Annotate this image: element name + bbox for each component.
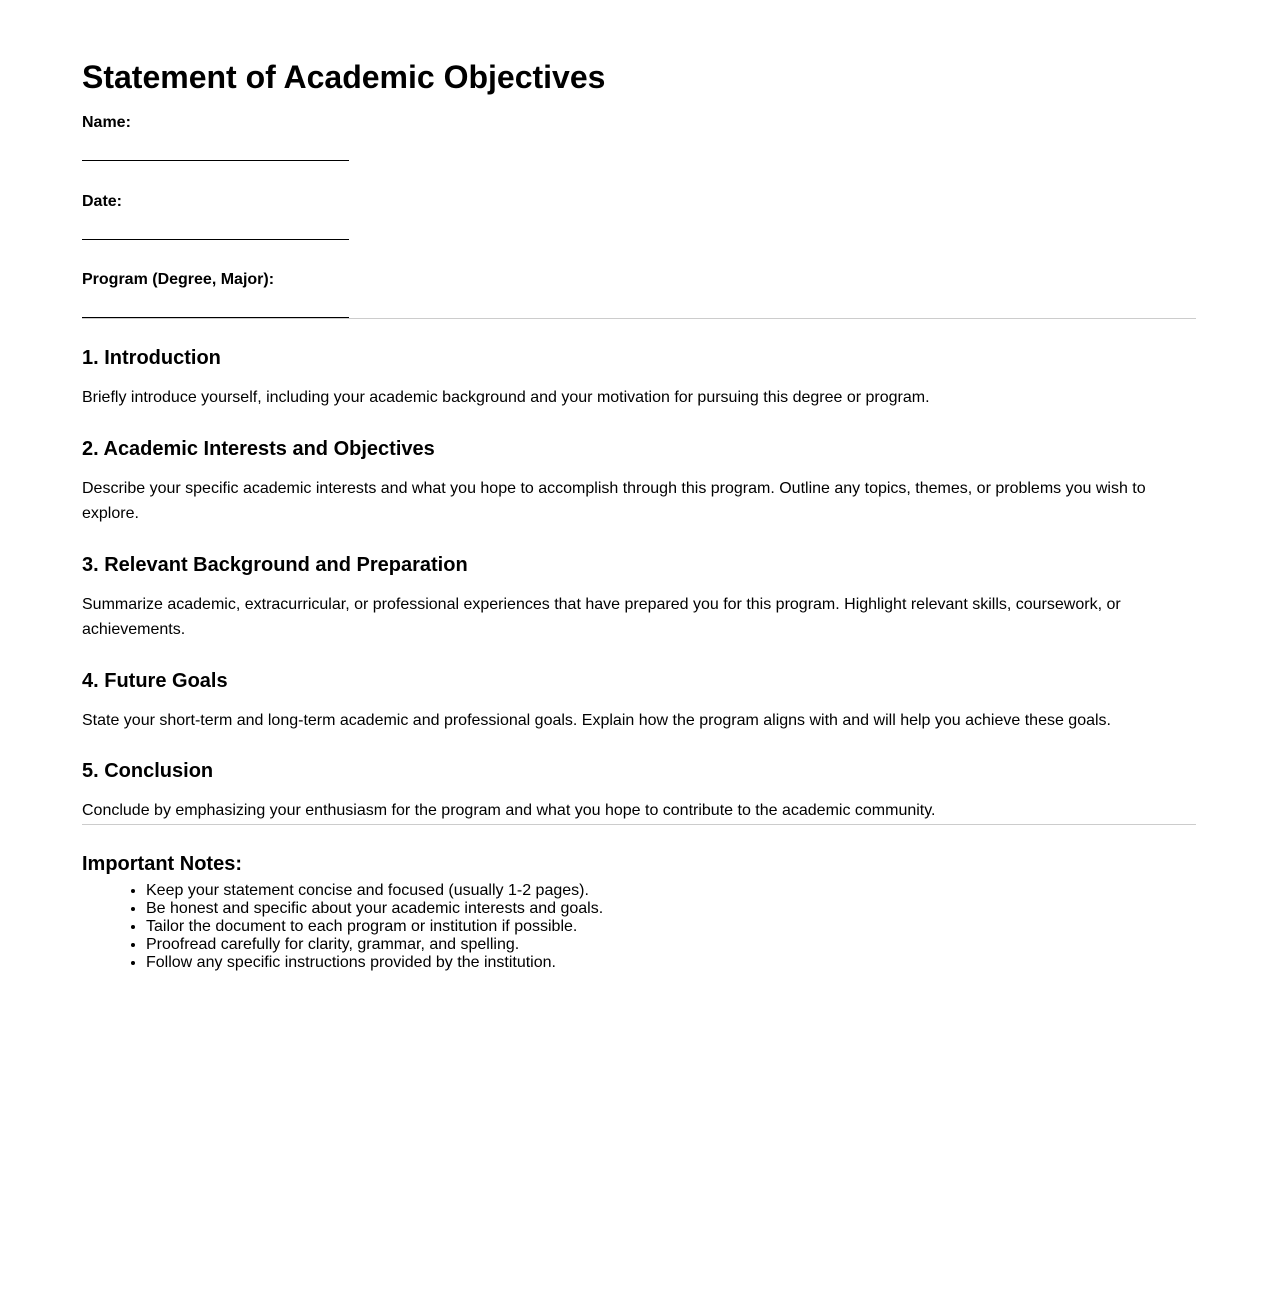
section-heading: 5. Conclusion [82, 760, 214, 782]
list-item: • Follow any specific instructions provided by the institution. [146, 954, 1196, 972]
notes-list [82, 882, 1196, 972]
section-body: Summarize academic, extracurricular, or professional experiences that have prepared you for this program. Highlight relevant skills, coursework, or achievements. [82, 595, 1121, 638]
section-body: Conclude by emphasizing your enthusiasm for the program and what you hope to contribute to the academic community. [82, 802, 936, 819]
important-notes [82, 852, 1196, 972]
section-body: Describe your specific academic interests and what you hope to accomplish through this program. Outline any topics, themes, or problems you wish to explore. [82, 479, 1146, 522]
section-introduction [82, 346, 1196, 411]
notes-heading: Important Notes: [82, 852, 242, 875]
date-field-blank-line [82, 239, 349, 240]
section-conclusion [82, 759, 1196, 824]
program-field-label: Program (Degree, Major): [82, 271, 275, 288]
section-future-goals [82, 669, 1196, 734]
date-field [82, 192, 1196, 240]
section-background [82, 553, 1196, 643]
date-field-label: Date: [82, 193, 123, 210]
list-item: • Be honest and specific about your academic interests and goals. [146, 900, 1196, 918]
section-heading: 4. Future Goals [82, 669, 228, 692]
list-item: • Proofread carefully for clarity, grammar, and spelling. [146, 936, 1196, 954]
section-heading: 2. Academic Interests and Objectives [82, 437, 435, 460]
list-item: • Tailor the document to each program or institution if possible. [146, 918, 1196, 936]
section-academic-interests [82, 437, 1196, 527]
section-heading: 1. Introduction [82, 347, 221, 369]
program-field [82, 270, 1196, 318]
list-item: • Keep your statement concise and focused (usually 1-2 pages). [146, 882, 1196, 900]
name-field-blank-line [82, 160, 349, 161]
section-divider [82, 318, 1196, 319]
page-title: Statement of Academic Objectives [82, 59, 606, 95]
section-body: State your short-term and long-term academic and professional goals. Explain how the program aligns with and will help you achieve these goals. [82, 711, 1111, 729]
section-body: Briefly introduce yourself, including your academic background and your motivation for pursuing this degree or program. [82, 389, 930, 406]
name-field-label: Name: [82, 114, 131, 131]
name-field [82, 113, 1196, 161]
notes-divider [82, 824, 1196, 825]
section-heading: 3. Relevant Background and Preparation [82, 553, 468, 576]
